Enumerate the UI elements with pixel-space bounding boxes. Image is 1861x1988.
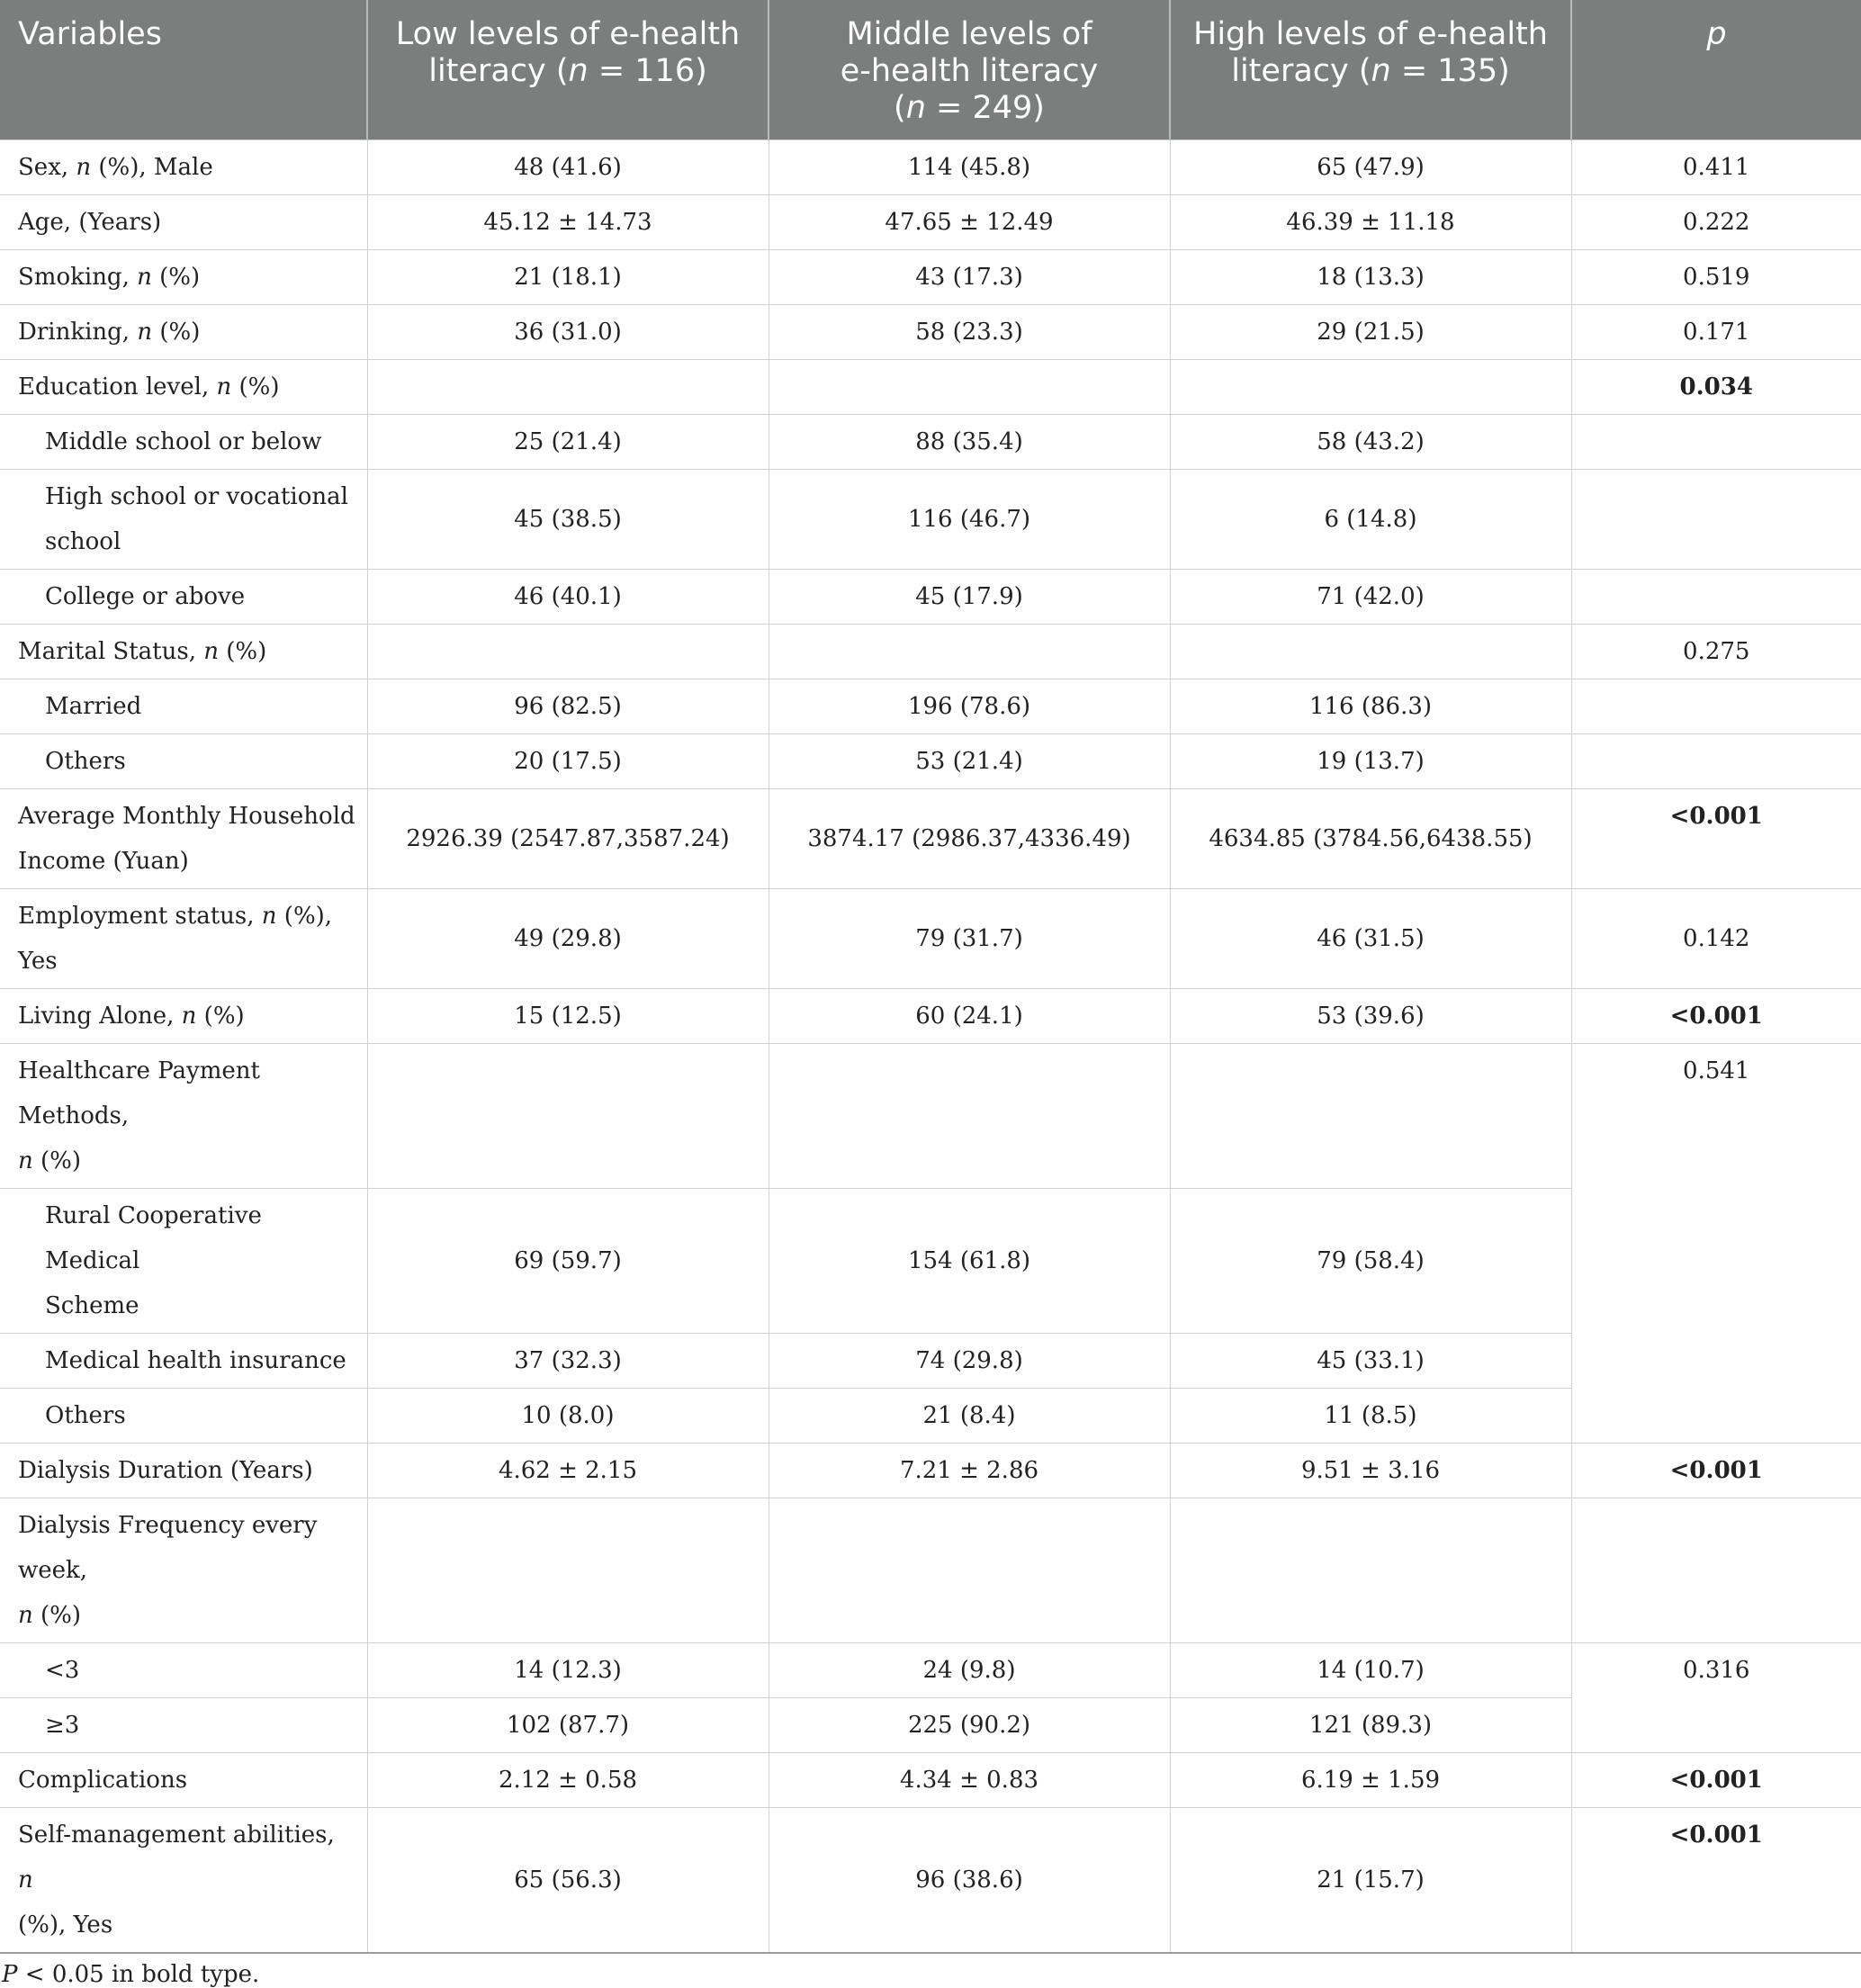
cell-middle: 21 (8.4) — [769, 1389, 1170, 1444]
header-middle: Middle levels of e-health literacy (n = 249) — [769, 0, 1170, 140]
row-label: Married — [0, 679, 367, 734]
cell-middle — [769, 1044, 1170, 1189]
cell-p: 0.222 — [1571, 195, 1861, 250]
cell-low: 37 (32.3) — [367, 1334, 769, 1389]
row-label: Sex, n (%), Male — [0, 140, 367, 195]
cell-high — [1170, 1044, 1571, 1189]
table-header — [0, 0, 1861, 140]
table-row — [0, 195, 1861, 250]
cell-high: 46 (31.5) — [1170, 889, 1571, 989]
cell-middle: 196 (78.6) — [769, 679, 1170, 734]
row-label: Dialysis Frequency every week, n (%) — [0, 1498, 367, 1643]
cell-middle: 60 (24.1) — [769, 989, 1170, 1044]
cell-low: 25 (21.4) — [367, 415, 769, 470]
cell-middle: 116 (46.7) — [769, 470, 1170, 570]
table-row — [0, 789, 1861, 889]
cell-high: 79 (58.4) — [1170, 1189, 1571, 1334]
cell-middle: 58 (23.3) — [769, 305, 1170, 360]
row-label: College or above — [0, 570, 367, 625]
table-footnote: P < 0.05 in bold type. — [2, 1961, 260, 1988]
cell-high — [1170, 360, 1571, 415]
cell-high — [1170, 1498, 1571, 1643]
cell-high: 71 (42.0) — [1170, 570, 1571, 625]
cell-low: 2926.39 (2547.87,3587.24) — [367, 789, 769, 889]
cell-p: 0.275 — [1571, 625, 1861, 679]
table-row — [0, 360, 1861, 415]
cell-low — [367, 360, 769, 415]
cell-high: 21 (15.7) — [1170, 1808, 1571, 1954]
header-variables: Variables — [0, 0, 367, 140]
cell-middle: 3874.17 (2986.37,4336.49) — [769, 789, 1170, 889]
cell-low: 48 (41.6) — [367, 140, 769, 195]
cell-low: 14 (12.3) — [367, 1643, 769, 1698]
table-row — [0, 679, 1861, 734]
cell-p — [1571, 679, 1861, 734]
cell-p: 0.142 — [1571, 889, 1861, 989]
row-label: Living Alone, n (%) — [0, 989, 367, 1044]
cell-high: 9.51 ± 3.16 — [1170, 1444, 1571, 1498]
cell-middle: 53 (21.4) — [769, 734, 1170, 789]
cell-high: 46.39 ± 11.18 — [1170, 195, 1571, 250]
cell-middle: 74 (29.8) — [769, 1334, 1170, 1389]
cell-p: <0.001 — [1571, 989, 1861, 1044]
row-label: Medical health insurance — [0, 1334, 367, 1389]
cell-low: 15 (12.5) — [367, 989, 769, 1044]
row-label: Healthcare Payment Methods, n (%) — [0, 1044, 367, 1189]
cell-p: 0.316 — [1571, 1643, 1861, 1753]
cell-p: <0.001 — [1571, 1753, 1861, 1808]
cell-low — [367, 625, 769, 679]
table-row — [0, 305, 1861, 360]
row-label: Self-management abilities, n (%), Yes — [0, 1808, 367, 1954]
cell-p: 0.411 — [1571, 140, 1861, 195]
cell-low — [367, 1498, 769, 1643]
row-label: Employment status, n (%), Yes — [0, 889, 367, 989]
cell-high: 6.19 ± 1.59 — [1170, 1753, 1571, 1808]
cell-high: 121 (89.3) — [1170, 1698, 1571, 1753]
cell-high: 19 (13.7) — [1170, 734, 1571, 789]
row-label: Education level, n (%) — [0, 360, 367, 415]
row-label: <3 — [0, 1643, 367, 1698]
cell-p: 0.519 — [1571, 250, 1861, 305]
cell-low: 69 (59.7) — [367, 1189, 769, 1334]
table-row — [0, 1444, 1861, 1498]
cell-middle — [769, 625, 1170, 679]
cell-low — [367, 1044, 769, 1189]
cell-low: 45.12 ± 14.73 — [367, 195, 769, 250]
table-row — [0, 250, 1861, 305]
row-label: Others — [0, 1389, 367, 1444]
cell-middle: 225 (90.2) — [769, 1698, 1170, 1753]
table-row — [0, 989, 1861, 1044]
cell-p: <0.001 — [1571, 789, 1861, 889]
table-row — [0, 1044, 1861, 1189]
cell-low: 36 (31.0) — [367, 305, 769, 360]
cell-middle: 45 (17.9) — [769, 570, 1170, 625]
table-row — [0, 1643, 1861, 1698]
cell-low: 45 (38.5) — [367, 470, 769, 570]
table-row — [0, 625, 1861, 679]
table-row — [0, 1498, 1861, 1643]
cell-p — [1571, 470, 1861, 570]
table-row — [0, 1753, 1861, 1808]
cell-middle — [769, 1498, 1170, 1643]
table-row — [0, 734, 1861, 789]
cell-middle: 4.34 ± 0.83 — [769, 1753, 1170, 1808]
cell-p — [1571, 1498, 1861, 1643]
cell-middle: 154 (61.8) — [769, 1189, 1170, 1334]
cell-p: 0.541 — [1571, 1044, 1861, 1444]
table-row — [0, 1808, 1861, 1954]
cell-middle: 114 (45.8) — [769, 140, 1170, 195]
row-label: Middle school or below — [0, 415, 367, 470]
cell-high: 29 (21.5) — [1170, 305, 1571, 360]
cell-low: 102 (87.7) — [367, 1698, 769, 1753]
cell-high: 53 (39.6) — [1170, 989, 1571, 1044]
cell-high: 14 (10.7) — [1170, 1643, 1571, 1698]
table-row — [0, 889, 1861, 989]
cell-low: 46 (40.1) — [367, 570, 769, 625]
cell-p: 0.171 — [1571, 305, 1861, 360]
row-label: Smoking, n (%) — [0, 250, 367, 305]
table-row — [0, 470, 1861, 570]
cell-high: 116 (86.3) — [1170, 679, 1571, 734]
row-label: Rural Cooperative Medical Scheme — [0, 1189, 367, 1334]
cell-p: <0.001 — [1571, 1808, 1861, 1954]
cell-low: 10 (8.0) — [367, 1389, 769, 1444]
cell-low: 4.62 ± 2.15 — [367, 1444, 769, 1498]
cell-middle — [769, 360, 1170, 415]
cell-high: 4634.85 (3784.56,6438.55) — [1170, 789, 1571, 889]
row-label: High school or vocational school — [0, 470, 367, 570]
cell-high: 6 (14.8) — [1170, 470, 1571, 570]
cell-high: 18 (13.3) — [1170, 250, 1571, 305]
row-label: ≥3 — [0, 1698, 367, 1753]
row-label: Dialysis Duration (Years) — [0, 1444, 367, 1498]
cell-middle: 47.65 ± 12.49 — [769, 195, 1170, 250]
row-label: Average Monthly Household Income (Yuan) — [0, 789, 367, 889]
row-label: Complications — [0, 1753, 367, 1808]
cell-middle: 7.21 ± 2.86 — [769, 1444, 1170, 1498]
cell-high: 11 (8.5) — [1170, 1389, 1571, 1444]
cell-high: 65 (47.9) — [1170, 140, 1571, 195]
cell-p — [1571, 734, 1861, 789]
table-row — [0, 140, 1861, 195]
row-label: Others — [0, 734, 367, 789]
cell-low: 65 (56.3) — [367, 1808, 769, 1954]
table-row — [0, 570, 1861, 625]
cell-high — [1170, 625, 1571, 679]
table-row — [0, 415, 1861, 470]
cell-middle: 43 (17.3) — [769, 250, 1170, 305]
cell-middle: 24 (9.8) — [769, 1643, 1170, 1698]
cell-middle: 96 (38.6) — [769, 1808, 1170, 1954]
cell-low: 49 (29.8) — [367, 889, 769, 989]
row-label: Age, (Years) — [0, 195, 367, 250]
header-high: High levels of e-health literacy (n = 135) — [1170, 0, 1571, 140]
cell-low: 21 (18.1) — [367, 250, 769, 305]
row-label: Drinking, n (%) — [0, 305, 367, 360]
cell-low: 20 (17.5) — [367, 734, 769, 789]
cell-p: 0.034 — [1571, 360, 1861, 415]
header-low: Low levels of e-health literacy (n = 116) — [367, 0, 769, 140]
table-body — [0, 140, 1861, 1954]
cell-p: <0.001 — [1571, 1444, 1861, 1498]
header-p: p — [1571, 0, 1861, 140]
cell-middle: 79 (31.7) — [769, 889, 1170, 989]
cell-p — [1571, 415, 1861, 470]
cell-low: 2.12 ± 0.58 — [367, 1753, 769, 1808]
cell-middle: 88 (35.4) — [769, 415, 1170, 470]
cell-p — [1571, 570, 1861, 625]
cell-high: 58 (43.2) — [1170, 415, 1571, 470]
cell-high: 45 (33.1) — [1170, 1334, 1571, 1389]
row-label: Marital Status, n (%) — [0, 625, 367, 679]
cell-low: 96 (82.5) — [367, 679, 769, 734]
